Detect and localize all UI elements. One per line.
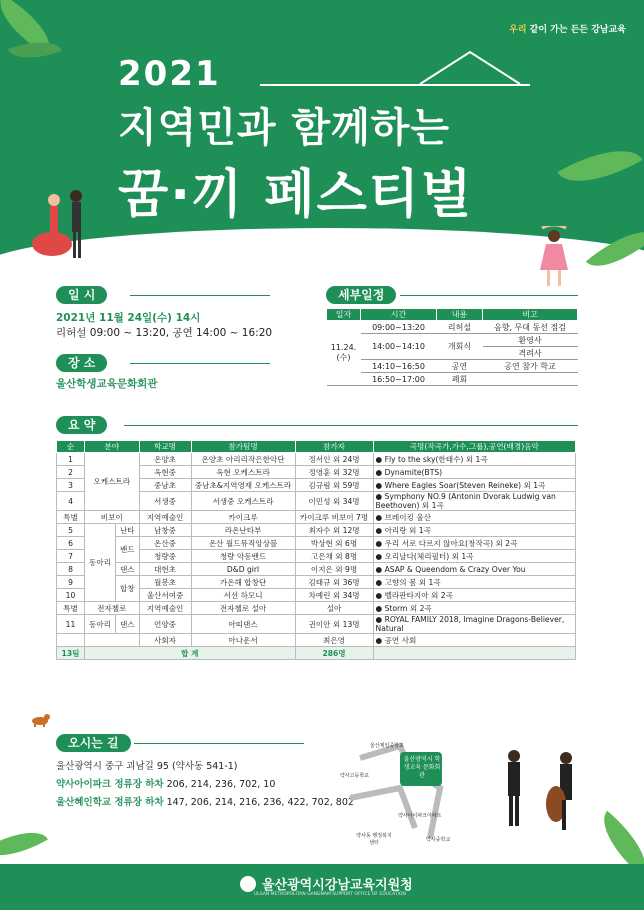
- when-label: 일 시: [56, 286, 107, 304]
- table-cell: 차예린 외 34명: [295, 589, 373, 602]
- table-cell: 대현초: [139, 563, 191, 576]
- leaf-decoration: [557, 132, 642, 200]
- place-value: 울산학생교육문화회관: [56, 378, 158, 390]
- table-cell: 1: [57, 453, 85, 466]
- leaf-decoration: [0, 819, 48, 870]
- musicians-icon: [494, 744, 590, 840]
- table-cell: 청량중: [139, 550, 191, 563]
- map-label: 울산제일중학교: [370, 743, 404, 749]
- table-cell: 환영사: [483, 334, 578, 347]
- table-cell: 월봉초: [139, 576, 191, 589]
- table-cell: ● 우리 서로 다르지 않아요(창작곡) 외 2곡: [373, 537, 575, 550]
- table-cell: 16:50~17:00: [361, 373, 437, 386]
- table-cell: 3: [57, 479, 85, 492]
- table-cell: D&D girl: [191, 563, 295, 576]
- table-cell: 온산중: [139, 537, 191, 550]
- table-cell: ● 오리날다(체리필터) 외 1곡: [373, 550, 575, 563]
- table-cell: 서생중 오케스트라: [191, 492, 295, 511]
- table-cell: 가온해 합창단: [191, 576, 295, 589]
- title-line-1: 지역민과 함께하는: [118, 105, 451, 151]
- table-cell: 중남초&지역영재 오케스트라: [191, 479, 295, 492]
- table-cell: 라온난타부: [191, 524, 295, 537]
- table-cell: 언양중: [139, 615, 191, 634]
- table-cell: 전자첼로: [85, 602, 140, 615]
- table-cell: 2: [57, 466, 85, 479]
- table-cell: 격려사: [483, 347, 578, 360]
- footer: [0, 864, 644, 910]
- table-cell: [373, 647, 575, 660]
- table-cell: 서생중: [139, 492, 191, 511]
- dog-icon: [30, 712, 52, 728]
- table-cell: 이지은 외 9명: [295, 563, 373, 576]
- table-cell: 옥현중: [139, 466, 191, 479]
- summary-table: [56, 440, 576, 660]
- table-cell: 특별: [57, 511, 85, 524]
- table-cell: 오케스트라: [85, 453, 140, 511]
- table-cell: 4: [57, 492, 85, 511]
- bus-stop-2: 울산혜인학교 정류장 하차 147, 206, 214, 216, 236, 422, 702, 802: [56, 797, 354, 808]
- table-cell: 8: [57, 563, 85, 576]
- table-cell: 폐회: [437, 373, 483, 386]
- year-title: 2021: [118, 54, 221, 94]
- table-cell: 09:00~13:20: [361, 321, 437, 334]
- event-time-detail: 리허설 09:00 ~ 13:20, 공연 14:00 ~ 16:20: [56, 327, 273, 339]
- table-cell: 14:10~16:50: [361, 360, 437, 373]
- table-cell: 최자수 외 12명: [295, 524, 373, 537]
- table-cell: 합 계: [85, 647, 296, 660]
- table-cell: 온산 월드뮤직앙상블: [191, 537, 295, 550]
- table-cell: 박상현 외 6명: [295, 537, 373, 550]
- table-cell: 13팀: [57, 647, 85, 660]
- table-cell: 아띠댄스: [191, 615, 295, 634]
- table-row: [57, 576, 576, 589]
- table-cell: 권이안 외 13명: [295, 615, 373, 634]
- table-cell: 아나운서: [191, 634, 295, 647]
- office-name: 울산광역시강남교육지원청: [262, 878, 413, 893]
- table-row: [57, 563, 576, 576]
- section-rule: [124, 425, 578, 426]
- table-cell: 286명: [295, 647, 373, 660]
- place-label: 장 소: [56, 354, 107, 372]
- house-roof-icon: [410, 46, 530, 86]
- table-cell: 5: [57, 524, 85, 537]
- office-logo-icon: [240, 876, 256, 892]
- col-header: 내용: [437, 309, 483, 321]
- table-cell: ● 벨라판타지아 외 2곡: [373, 589, 575, 602]
- table-cell: 카이크루: [191, 511, 295, 524]
- table-cell: ● Dynamite(BTS): [373, 466, 575, 479]
- table-cell: 11: [57, 615, 85, 634]
- title-line-2: 꿈·끼 페스티벌: [118, 165, 474, 225]
- table-cell: 옥현 오케스트라: [191, 466, 295, 479]
- table-cell: 김규림 외 59명: [295, 479, 373, 492]
- section-rule: [130, 363, 270, 364]
- table-cell: 6: [57, 537, 85, 550]
- map-label: 약사동 행정복지센터: [356, 833, 392, 846]
- table-row: [57, 524, 576, 537]
- table-row: [57, 615, 576, 634]
- directions-label: 오시는 길: [56, 734, 131, 752]
- table-cell: 지역예술인: [139, 511, 191, 524]
- table-cell: 사회자: [139, 634, 191, 647]
- table-cell: 정영훈 외 32명: [295, 466, 373, 479]
- total-row: [57, 647, 576, 660]
- table-cell: 김태규 외 36명: [295, 576, 373, 589]
- table-cell: 비보이: [85, 511, 140, 524]
- map-label: 약사중학교: [426, 837, 451, 843]
- table-row: [327, 334, 578, 347]
- summary-label: 요 약: [56, 416, 107, 434]
- table-row: [57, 634, 576, 647]
- col-header: 분야: [85, 441, 140, 453]
- table-cell: 동아리: [85, 615, 116, 634]
- map-label: 약사아이파크아파트: [398, 813, 442, 819]
- table-cell: ● Fly to the sky(한태수) 외 1곡: [373, 453, 575, 466]
- section-rule: [134, 743, 304, 744]
- table-cell: 리허설: [437, 321, 483, 334]
- table-cell: 난타: [116, 524, 140, 537]
- table-cell: 고은채 외 8명: [295, 550, 373, 563]
- bus-stop-1: 약사아이파크 정류장 하차 206, 214, 236, 702, 10: [56, 779, 276, 790]
- table-cell: 전자첼로 설아: [191, 602, 295, 615]
- col-header: 일자: [327, 309, 361, 321]
- table-cell: 댄스: [116, 615, 140, 634]
- table-cell: ● 아리랑 외 1곡: [373, 524, 575, 537]
- map-label: 약사고등학교: [340, 773, 369, 779]
- schedule-table: [326, 308, 578, 386]
- table-cell: 온양초 아리리작은한악단: [191, 453, 295, 466]
- col-header: 학교명: [139, 441, 191, 453]
- table-cell: 중남초: [139, 479, 191, 492]
- table-cell: 7: [57, 550, 85, 563]
- table-cell: [85, 634, 140, 647]
- table-cell: 정서인 외 24명: [295, 453, 373, 466]
- table-cell: 청량 악동밴드: [191, 550, 295, 563]
- table-cell: 동아리: [85, 524, 116, 602]
- table-cell: 온양초: [139, 453, 191, 466]
- table-cell: 남창중: [139, 524, 191, 537]
- table-row: [327, 321, 578, 334]
- table-row: [57, 453, 576, 466]
- table-cell: 밴드: [116, 537, 140, 563]
- event-date: 2021년 11월 24일(수) 14시: [56, 312, 201, 324]
- col-header: 참가자: [295, 441, 373, 453]
- table-cell: 이민성 외 34명: [295, 492, 373, 511]
- table-cell: [57, 634, 85, 647]
- table-cell: 공연: [437, 360, 483, 373]
- col-header: 비고: [483, 309, 578, 321]
- table-cell: 공연 참가 학교: [483, 360, 578, 373]
- col-header: 순: [57, 441, 85, 453]
- location-map: [340, 728, 470, 852]
- table-cell: 울산서여중: [139, 589, 191, 602]
- section-rule: [400, 295, 578, 296]
- table-cell: 최은영: [295, 634, 373, 647]
- table-cell: ● ROYAL FAMILY 2018, Imagine Dragons-Believer, Natural: [373, 615, 575, 634]
- table-cell: 지역예술인: [139, 602, 191, 615]
- dancing-girl-icon: [532, 226, 576, 290]
- dancing-couple-icon: [30, 186, 100, 266]
- map-label-venue: 울산광역시 학생교육 문화회관: [403, 756, 441, 779]
- table-cell: 서선 하모니: [191, 589, 295, 602]
- table-cell: [483, 373, 578, 386]
- table-cell: 음향, 무대 동선 점검: [483, 321, 578, 334]
- table-row: [57, 511, 576, 524]
- table-cell: 10: [57, 589, 85, 602]
- table-cell: ● Storm 외 2곡: [373, 602, 575, 615]
- table-cell: 합창: [116, 576, 140, 602]
- table-row: [327, 360, 578, 373]
- table-cell: ● 고향의 봄 외 1곡: [373, 576, 575, 589]
- table-cell: ● Where Eagles Soar(Steven Reineke) 외 1곡: [373, 479, 575, 492]
- section-rule: [130, 295, 270, 296]
- address: 울산광역시 중구 괴남길 95 (약사동 541-1): [56, 761, 238, 772]
- col-header: 참가팀명: [191, 441, 295, 453]
- table-row: [57, 602, 576, 615]
- brand-slogan: 우리 같이 가는 든든 강남교육: [509, 25, 626, 35]
- table-cell: ● 브레이킹 울산: [373, 511, 575, 524]
- table-cell: 카이크루 비보이 7명: [295, 511, 373, 524]
- table-cell: 설아: [295, 602, 373, 615]
- table-row: [57, 537, 576, 550]
- table-cell: 특별: [57, 602, 85, 615]
- table-cell: ● Symphony NO.9 (Antonin Dvorak Ludwig van Beethoven) 외 1곡: [373, 492, 575, 511]
- table-cell: 댄스: [116, 563, 140, 576]
- table-row: [327, 373, 578, 386]
- schedule-label: 세부일정: [326, 286, 396, 304]
- table-cell: ● ASAP & Queendom & Crazy Over You: [373, 563, 575, 576]
- table-cell: 개회식: [437, 334, 483, 360]
- office-name-english: ULSAN METROPOLITAN GANGNAM SUPPORT OFFICE OF EDUCATION: [254, 892, 406, 897]
- table-cell: 9: [57, 576, 85, 589]
- schedule-date: 11.24.(수): [327, 321, 361, 386]
- col-header: 곡명(작곡가,가수,그룹),공연(배경)음악: [373, 441, 575, 453]
- table-cell: ● 공연 사회: [373, 634, 575, 647]
- col-header: 시간: [361, 309, 437, 321]
- table-cell: 14:00~14:10: [361, 334, 437, 360]
